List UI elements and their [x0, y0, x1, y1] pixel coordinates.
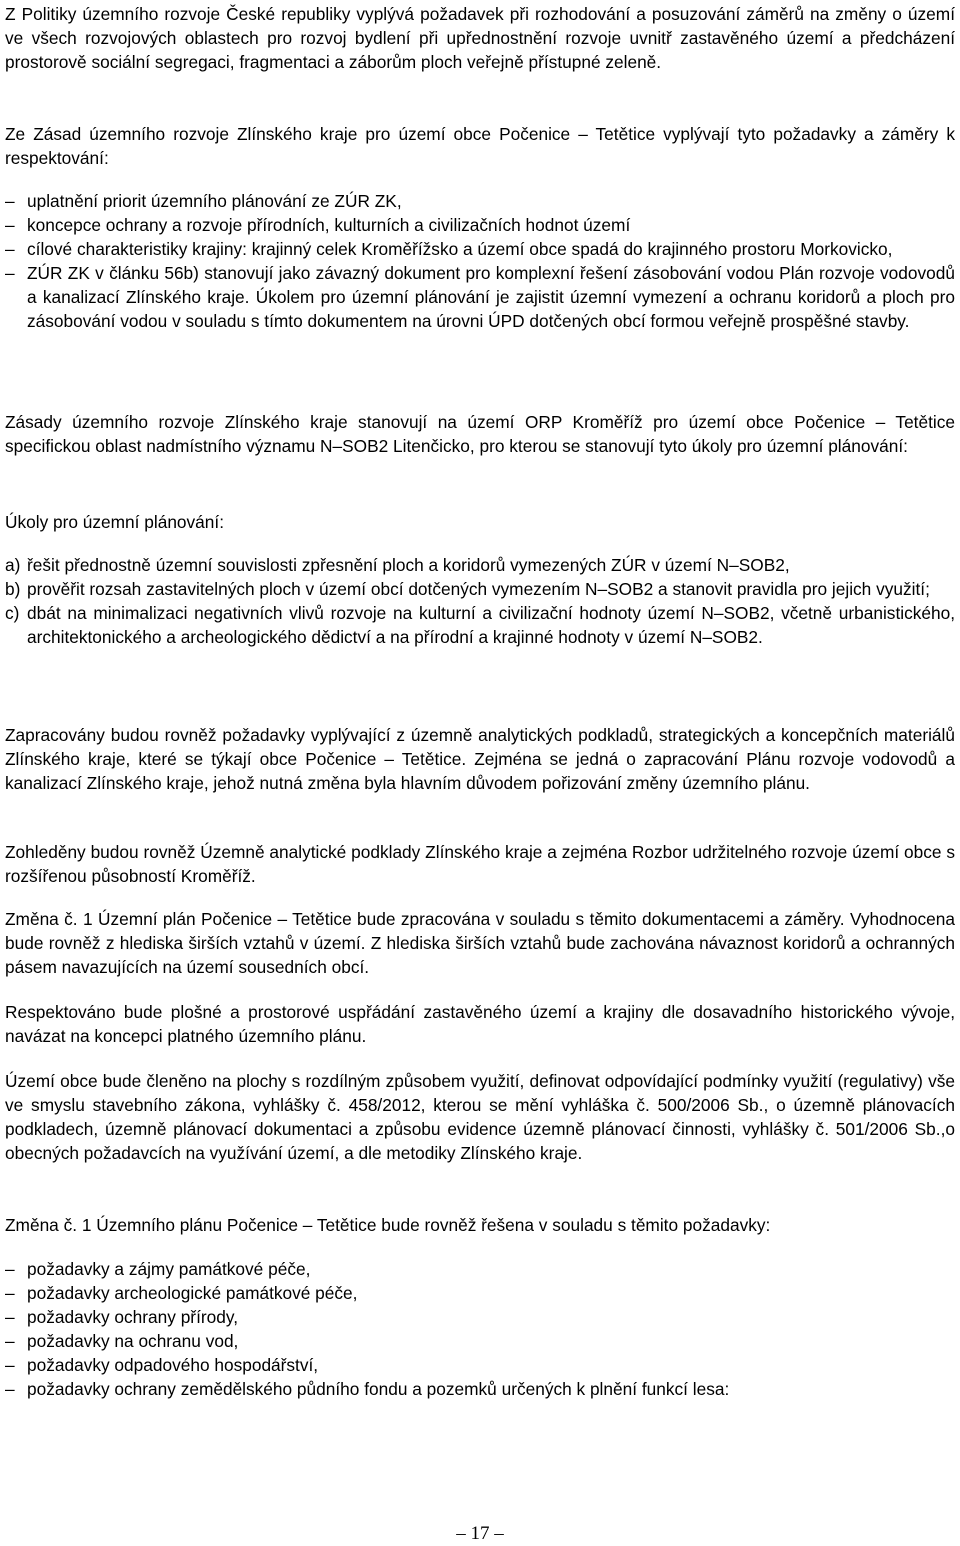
list-dash: –	[5, 239, 15, 259]
paragraph-uap: Zapracovány budou rovněž požadavky vyplývající z územně analytických podkladů, strategických a koncepčních materiálů Zlínského kraje, které se týkají obce Počenice – Tetětice. Zejména se jedná o zapracování Plánu rozvoje vodovodů a kanalizací Zlínského kraje, jehož nutná změna byla hlavním důvodem pořizování změny územního plánu.	[5, 725, 955, 793]
list-item: – ZÚR ZK v článku 56b) stanovují jako závazný dokument pro komplexní řešení zásobování vodou Plán rozvoje vodovodů a kanalizací Zlínského kraje. Úkolem pro územní plánování je zajistit územní vymezení a ochranu koridorů a ploch pro zásobování vodou v souladu s tímto dokumentem na úrovni ÚPD dotčených obcí formou veřejně prospěšné stavby.	[5, 263, 955, 331]
list-dash: –	[5, 1259, 15, 1279]
tasks-list	[5, 553, 955, 649]
paragraph-pozadavky-intro: Změna č. 1 Územního plánu Počenice – Tetětice bude rovněž řešena v souladu s těmito požadavky:	[5, 1215, 771, 1235]
list-marker: a)	[5, 555, 21, 575]
list-item: – cílové charakteristiky krajiny: krajinný celek Kroměřížsko a území obce spadá do krajinného prostoru Morkovicko,	[5, 239, 893, 259]
list-item: b) prověřit rozsah zastavitelných ploch v území obcí dotčených vymezením N–SOB2 a stanovit pravidla pro jejich využití;	[5, 579, 930, 599]
list-item: – uplatnění priorit územního plánování ze ZÚR ZK,	[5, 191, 402, 211]
list-dash: –	[5, 215, 15, 235]
paragraph-zur-intro: Ze Zásad územního rozvoje Zlínského kraje pro území obce Počenice – Tetětice vyplývají tyto požadavky a záměry k respektování:	[5, 124, 955, 168]
paragraph-tasks-heading: Úkoly pro územní plánování:	[5, 512, 225, 532]
list-item: – koncepce ochrany a rozvoje přírodních, kulturních a civilizačních hodnot území	[5, 215, 631, 235]
list-dash: –	[5, 1331, 15, 1351]
requirements-list	[5, 1257, 955, 1401]
list-item: – požadavky na ochranu vod,	[5, 1331, 239, 1351]
list-marker: b)	[5, 579, 21, 599]
list-item: – požadavky ochrany zemědělského půdního fondu a pozemků určených k plnění funkcí lesa:	[5, 1379, 730, 1399]
paragraph-respektovano: Respektováno bude plošné a prostorové uspřádání zastavěného území a krajiny dle dosavadního historického vývoje, navázat na koncepci platného územního plánu.	[5, 1002, 955, 1046]
list-dash: –	[5, 263, 15, 283]
list-dash: –	[5, 1379, 15, 1399]
list-item: a) řešit přednostně územní souvislosti zpřesnění ploch a koridorů vymezených ZÚR v území N–SOB2,	[5, 555, 790, 575]
page-number: – 17 –	[456, 1523, 504, 1544]
list-marker: c)	[5, 603, 20, 623]
list-dash: –	[5, 1283, 15, 1303]
list-item: – požadavky a zájmy památkové péče,	[5, 1259, 311, 1279]
list-dash: –	[5, 1307, 15, 1327]
paragraph-nsob2: Zásady územního rozvoje Zlínského kraje stanovují na území ORP Kroměříž pro území obce Počenice – Tetětice specifickou oblast nadmístního významu N–SOB2 Litenčicko, pro kterou se stanovují tyto úkoly pro územní plánování:	[5, 412, 955, 456]
zur-requirements-list	[5, 189, 955, 333]
list-dash: –	[5, 191, 15, 211]
list-item: – požadavky odpadového hospodářství,	[5, 1355, 319, 1375]
paragraph-rurú: Zohleděny budou rovněž Územně analytické podklady Zlínského kraje a zejména Rozbor udržitelného rozvoje území obce s rozšířenou působností Kroměříž.	[5, 842, 955, 886]
paragraph-cleneni: Území obce bude členěno na plochy s rozdílným způsobem využití, definovat odpovídající podmínky využití (regulativy) vše ve smyslu stavebního zákona, vyhlášky č. 458/2012, kterou se mění vyhláška č. 500/2006 Sb., o územně plánovacích podkladech, územně plánovací dokumentaci a způsobu evidence územně plánovací činnosti, vyhlášky č. 501/2006 Sb.,o obecných požadavcích na využívání území, a dle metodiky Zlínského kraje.	[5, 1071, 955, 1163]
list-item: – požadavky archeologické památkové péče,	[5, 1283, 358, 1303]
list-item: c) dbát na minimalizaci negativních vlivů rozvoje na kulturní a civilizační hodnoty území N–SOB2, včetně urbanistického, architektonického a archeologického dědictví a na přírodní a krajinné hodnoty v území N–SOB2.	[5, 603, 955, 647]
list-dash: –	[5, 1355, 15, 1375]
list-item: – požadavky ochrany přírody,	[5, 1307, 239, 1327]
paragraph-zmena-soulad: Změna č. 1 Územní plán Počenice – Tetětice bude zpracována v souladu s těmito dokumentacemi a záměry. Vyhodnocena bude rovněž z hlediska širších vztahů v území. Z hlediska širších vztahů bude zachována návaznost koridorů a ochranných pásem navazujících na území sousedních obcí.	[5, 909, 955, 977]
paragraph-pur-cr: Z Politiky územního rozvoje České republiky vyplývá požadavek při rozhodování a posuzování záměrů na změny o území ve všech rozvojových oblastech pro rozvoj bydlení při upřednostnění rozvoje uvnitř zastavěného území a předcházení prostorově sociální segregaci, fragmentaci a záborům ploch veřejně přístupné zeleně.	[5, 4, 955, 72]
